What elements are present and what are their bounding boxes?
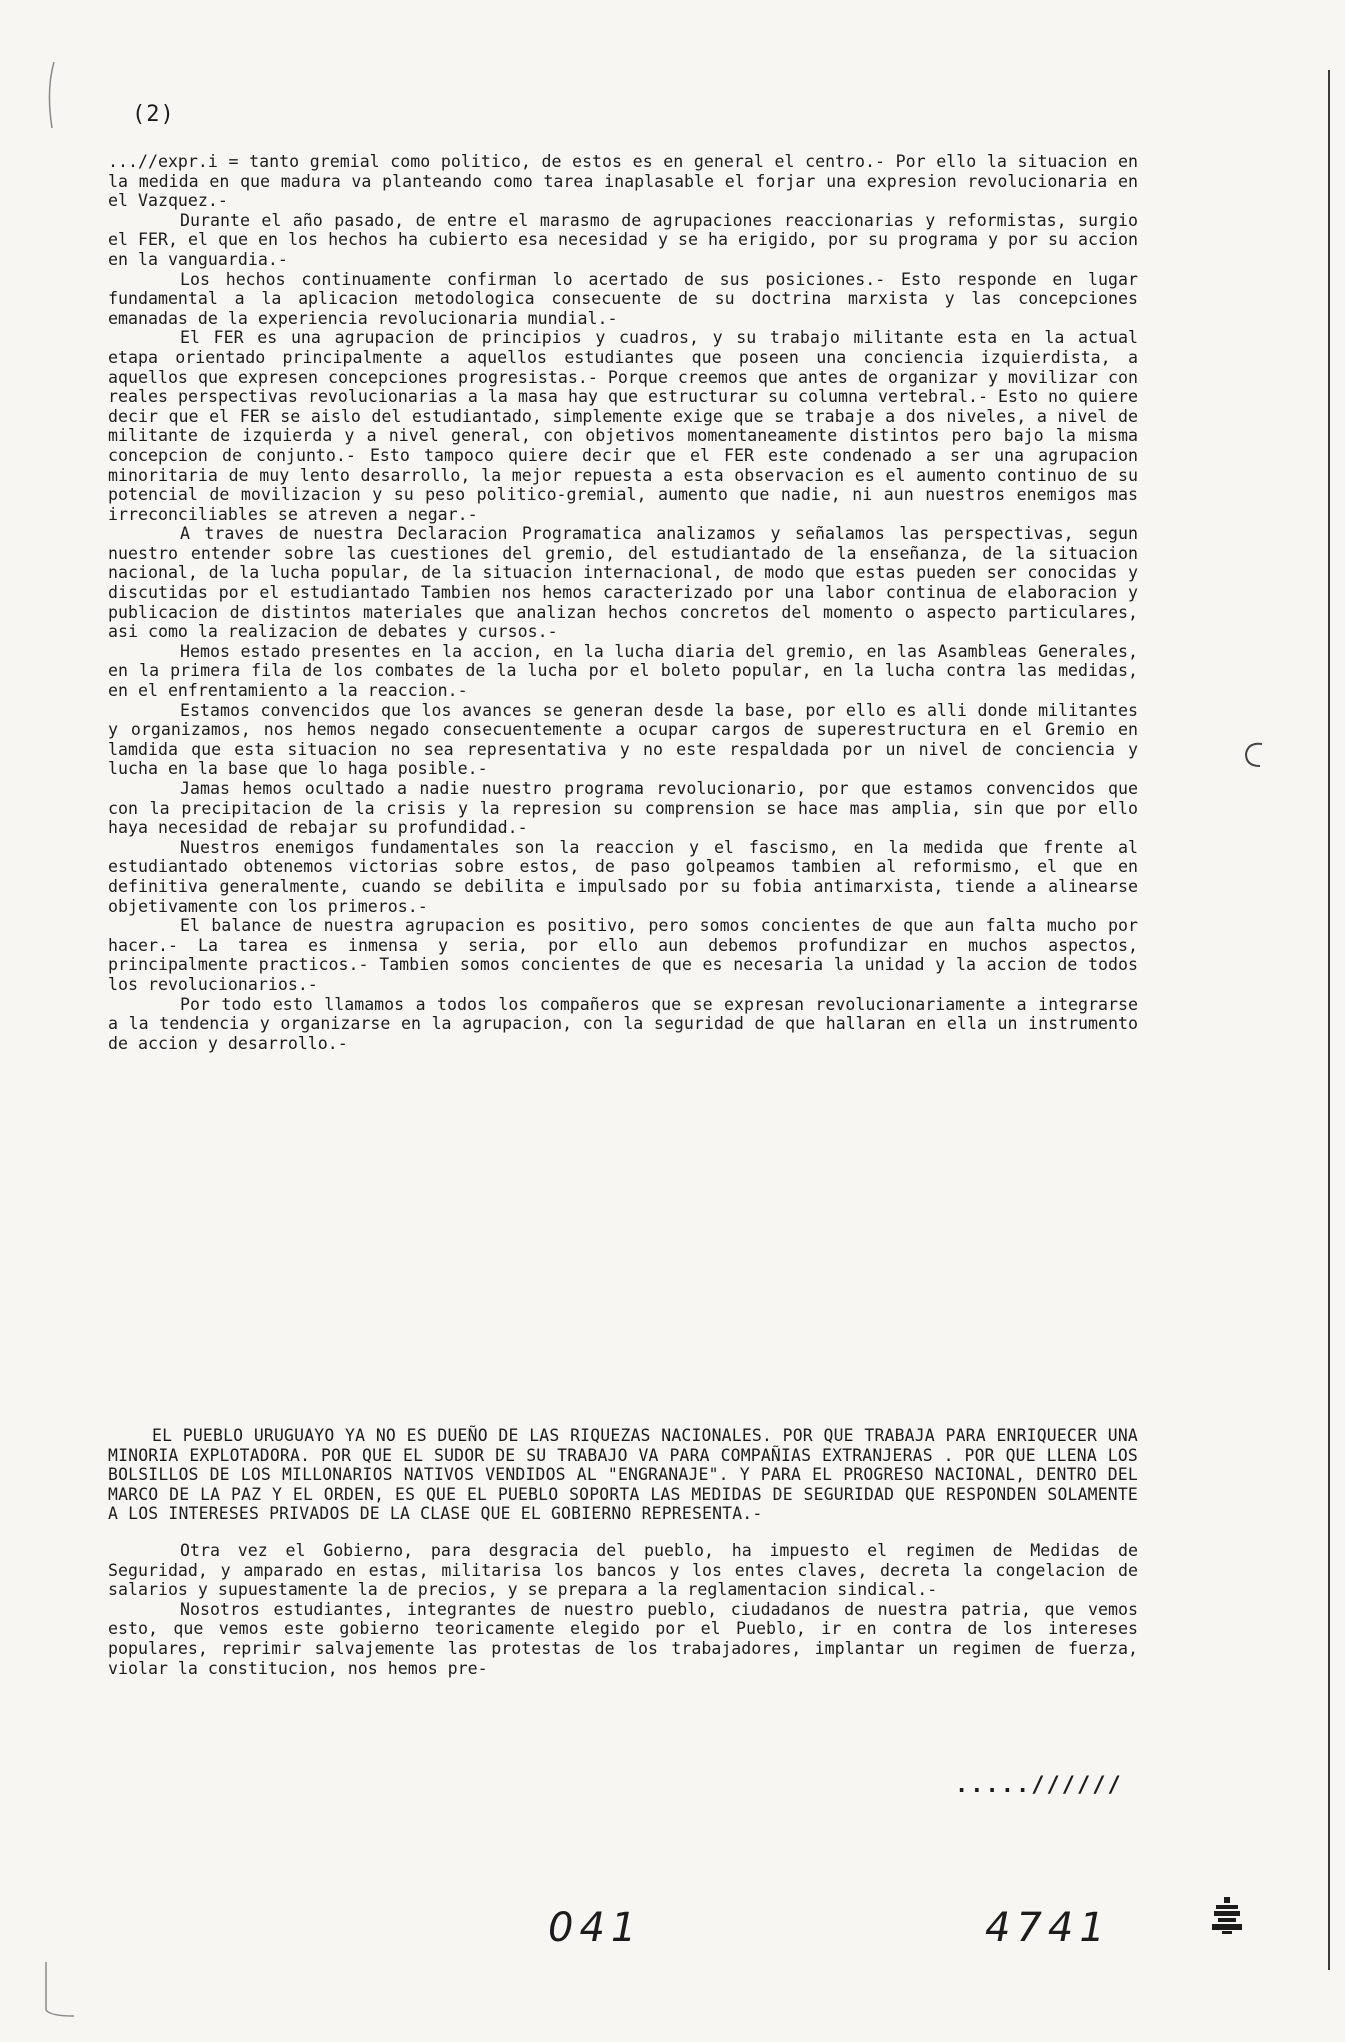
- body-paragraph: Nuestros enemigos fundamentales son la reaccion y el fascismo, en la medida que frente al estudiantado obtenemos victorias sobre estos, de paso golpeamos tambien al reformismo, el que en definitiva generalmente, cuando se debilita e impulsado por su fobia antimarxista, tiende a alinearse objetivamente con los primeros.-: [108, 837, 1138, 916]
- closing-paragraph: Nosotros estudiantes, integrantes de nuestro pueblo, ciudadanos de nuestra patria, que vemos esto, que vemos este gobierno teoricamente elegido por el Pueblo, ir en contra de los intereses populares, reprimir salvajemente las protestas de los trabajadores, implantar un regimen de fuerza, violar la constitucion, nos hemos pre-: [108, 1599, 1138, 1678]
- closing-paragraph: Otra vez el Gobierno, para desgracia del pueblo, ha impuesto el regimen de Medidas de Seguridad, y amparado en estas, militarisa los bancos y los entes claves, decreta la congelacion de salarios y supuestamente la de precios, y se prepara a la reglamentacion sindical.-: [108, 1541, 1138, 1600]
- caps-statement: [108, 1426, 1138, 1524]
- body-paragraph: Los hechos continuamente confirman lo acertado de sus posiciones.- Esto responde en lugar fundamental a la aplicacion metodologica consecuente de su doctrina marxista y las concepciones emanadas de la experiencia revolucionaria mundial.-: [108, 269, 1138, 328]
- folio-number-left: 041: [548, 1905, 643, 1951]
- folio-number-right: 4741: [985, 1905, 1111, 1951]
- continuation-mark: .....//////: [955, 1773, 1123, 1798]
- page-number: (2): [132, 102, 175, 127]
- body-paragraph: Durante el año pasado, de entre el marasmo de agrupaciones reaccionarias y reformistas, surgio el FER, el que en los hechos ha cubierto esa necesidad y se ha erigido, por su programa y por su accion en la vanguardia.-: [108, 210, 1138, 269]
- body-paragraph: Hemos estado presentes en la accion, en la lucha diaria del gremio, en las Asambleas Generales, en la primera fila de los combates de la lucha por el boleto popular, en la lucha contra las medidas, en el enfrentamiento a la reaccion.-: [108, 641, 1138, 701]
- body-paragraph: Por todo esto llamamos a todos los compañeros que se expresan revolucionariamente a integrarse a la tendencia y organizarse en la agrupacion, con la seguridad de que hallaran en ella un instrumento de accion y desarrollo.-: [108, 994, 1138, 1053]
- body-paragraph: Jamas hemos ocultado a nadie nuestro programa revolucionario, por que estamos convencidos que con la precipitacion de la crisis y la represion su comprension se hace mas amplia, sin que por ello haya necesidad de rebajar su profundidad.-: [108, 779, 1138, 838]
- body-paragraph: A traves de nuestra Declaracion Programatica analizamos y señalamos las perspectivas, segun nuestro entender sobre las cuestiones del gremio, del estudiantado de la enseñanza, de la situacion nacional, de la lucha popular, de la situacion internacional, de modo que estas pueden ser conocidas y discutidas por el estudiantado Tambien nos hemos caracterizado por una labor continua de elaboracion y publicacion de distintos materiales que analizan hechos concretos del momento o aspecto particulares, asi como la realizacion de debates y cursos.-: [108, 524, 1138, 642]
- body-paragraph: ...//expr.i = tanto gremial como politico, de estos es en general el centro.- Por ello la situacion en la medida en que madura va planteando como tarea inaplasable el forjar una expresion revolucionaria en el Vazquez.-: [108, 152, 1138, 211]
- ink-stamp-icon: [1210, 1895, 1244, 1935]
- closing-text: [108, 1541, 1138, 1678]
- body-text: [108, 152, 1138, 1053]
- body-paragraph: Estamos convencidos que los avances se generan desde la base, por ello es alli donde militantes y organizamos, nos hemos negado consecuentemente a ocupar cargos de superestructura en el Gremio en lamdida que esta situacion no sea representativa y no este respaldada por un nivel de conciencia y lucha en la base que lo haga posible.-: [108, 700, 1138, 779]
- bottom-left-mark: [40, 1960, 80, 2020]
- body-paragraph: El balance de nuestra agrupacion es positivo, pero somos concientes de que aun falta mucho por hacer.- La tarea es inmensa y seria, por ello aun debemos profundizar en muchos aspectos, principalmente practicos.- Tambien somos concientes de que es necesaria la unidad y la accion de todos los revolucionarios.-: [108, 916, 1138, 994]
- left-margin-mark: [44, 60, 58, 130]
- caps-paragraph: EL PUEBLO URUGUAYO YA NO ES DUEÑO DE LAS RIQUEZAS NACIONALES. POR QUE TRABAJA PARA ENRIQUECER UNA MINORIA EXPLOTADORA. POR QUE EL SUDOR DE SU TRABAJO VA PARA COMPAÑIAS EXTRANJERAS . POR QUE LLENA LOS BOLSILLOS DE LOS MILLONARIOS NATIVOS VENDIDOS AL "ENGRANAJE". Y PARA EL PROGRESO NACIONAL, DENTRO DEL MARCO DE LA PAZ Y EL ORDEN, ES QUE EL PUEBLO SOPORTA LAS MEDIDAS DE SEGURIDAD QUE RESPONDEN SOLAMENTE A LOS INTERESES PRIVADOS DE LA CLASE QUE EL GOBIERNO REPRESENTA.-: [108, 1426, 1138, 1524]
- body-paragraph: El FER es una agrupacion de principios y cuadros, y su trabajo militante esta en la actual etapa orientado principalmente a aquellos estudiantes que poseen una conciencia izquierdista, a aquellos que expresen concepciones progresistas.- Porque creemos que antes de organizar y movilizar con reales perspectivas revolucionarias a la masa hay que estructurar su columna vertebral.- Esto no quiere decir que el FER se aislo del estudiantado, simplemente exige que se trabaje a dos niveles, a nivel de militante de izquierda y a nivel general, con objetivos momentaneamente distintos pero bajo la misma concepcion de conjunto.- Esto tampoco quiere decir que el FER este condenado a ser una agrupacion minoritaria de muy lento desarrollo, la mejor repuesta a esta observacion es el aumento continuo de su potencial de movilizacion y su peso politico-gremial, aumento que nadie, ni aun nuestros enemigos mas irreconciliables se atreven a negar.-: [108, 328, 1138, 524]
- margin-scribble-icon: [1240, 738, 1270, 772]
- right-margin-line: [1326, 70, 1332, 1970]
